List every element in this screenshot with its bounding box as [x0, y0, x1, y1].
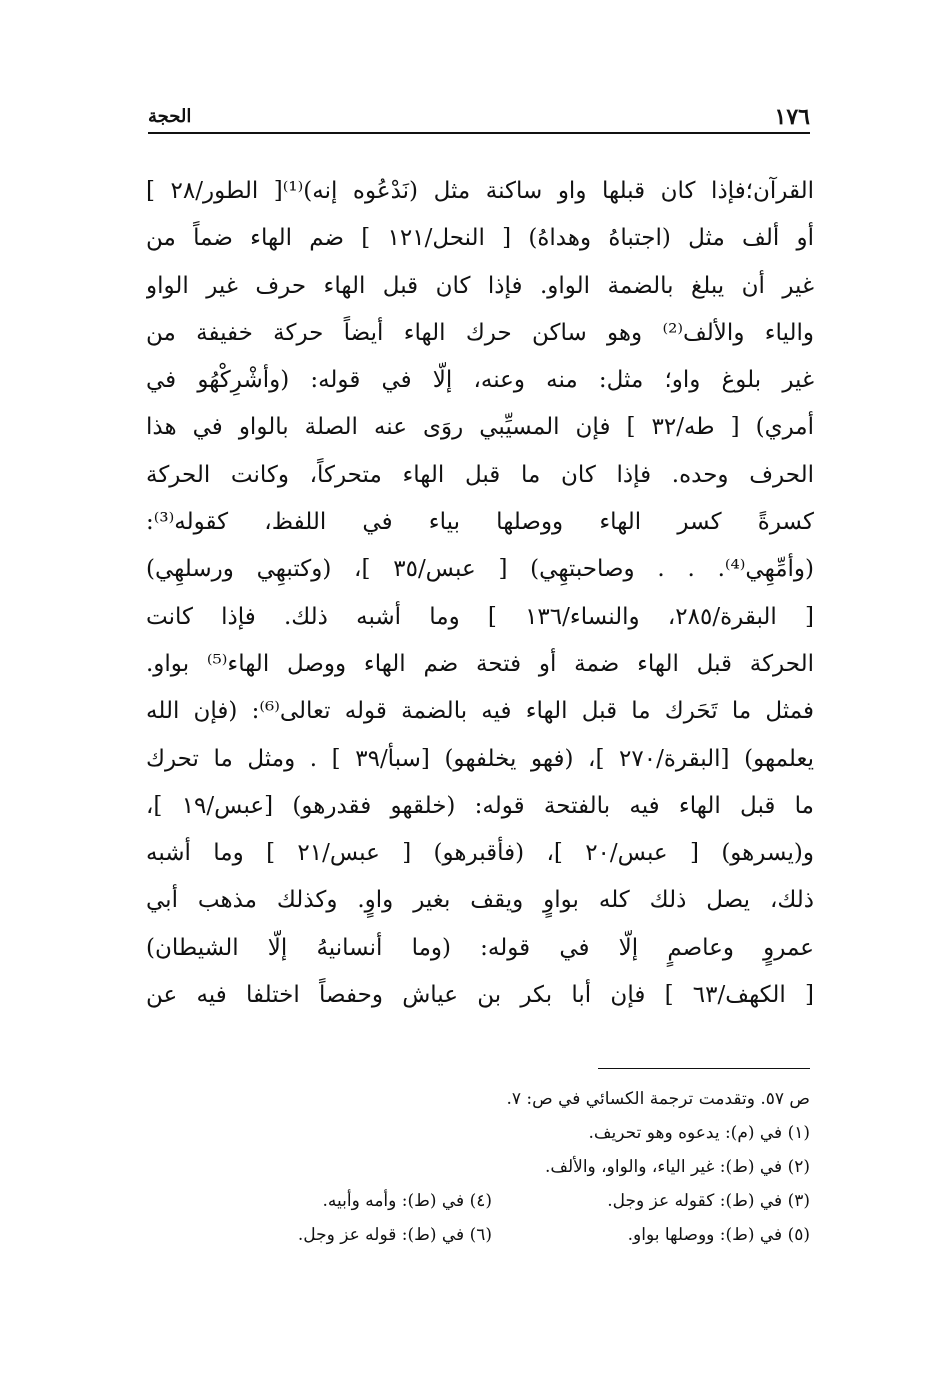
footnote-divider: [598, 1068, 810, 1069]
text-line: القرآن؛فإذا كان قبلها واو ساكنة مثل (نَدْعُوه إنه)⁽¹⁾[ الطور/٢٨ ]: [146, 178, 814, 204]
text-line: (وأمِّهِي⁽⁴⁾. . . وصاحبتهِي) [ عبس/٣٥ ]، (وكتبهِي ورسلهِي): [146, 556, 814, 583]
text-line: أو ألف مثل (اجتباهُ وهداهُ) [ النحل/١٢١ ] ضم الهاء ضماً من: [146, 225, 814, 252]
footnote-row: [150, 1218, 810, 1252]
text-line: عمروٍ وعاصمٍ إلّا في قوله: (وما أنسانيهُ إلّا الشيطان): [146, 934, 814, 961]
footnote-2: (٢) في (ط): غير الياء، والواو، والألف.: [544, 1157, 810, 1177]
text-line: ما قبل الهاء فيه بالفتحة قوله: (خلقهو فقدرهو) [عبس/١٩ ]،: [146, 792, 814, 819]
text-line: غير أن يبلغ بالضمة الواو. فإذا كان قبل الهاء حرف غير الواو: [146, 272, 814, 299]
page-number: ١٧٦: [774, 104, 810, 130]
footnote-row: [150, 1184, 810, 1218]
page-header: [148, 104, 810, 130]
text-line: و(يسرهو) [ عبس/٢٠ ]، (فأقبرهو) [ عبس/٢١ ] وما أشبه: [146, 840, 814, 867]
text-line: فمثل ما تَحَرك ما قبل الهاء فيه بالضمة قوله تعالى⁽⁶⁾: (فإن الله: [146, 698, 814, 725]
header-divider: [148, 132, 810, 134]
running-title: الحجة: [148, 106, 192, 127]
footnote-continuation: ص ٥٧. وتقدمت ترجمة الكسائي في ص: ٧.: [506, 1089, 810, 1109]
footnote-3: (٣) في (ط): كقوله عز وجل.: [607, 1191, 810, 1211]
footnote-5: (٥) في (ط): ووصلها بواو.: [627, 1225, 810, 1245]
text-line: كسرةً كسر الهاء ووصلها بياء في اللفظ، كقوله⁽³⁾:: [146, 509, 814, 536]
footnote-6: (٦) في (ط): قوله عز وجل.: [297, 1225, 492, 1245]
main-text: [146, 168, 814, 1019]
text-line: الحركة قبل الهاء ضمة أو فتحة ضم الهاء ووصل الهاء⁽⁵⁾ بواو.: [146, 650, 814, 677]
text-line: [ الكهف/٦٣ ] فإن أبا بكر بن عياش وحفصاً اختلفا فيه عن: [146, 982, 814, 1009]
text-line: [ البقرة/٢٨٥، والنساء/١٣٦ ] وما أشبه ذلك. فإذا كانت: [146, 603, 814, 630]
footnote-4: (٤) في (ط): وأمه وأبيه.: [322, 1191, 492, 1211]
text-line: ذلك، يصل ذلك كله بواوٍ ويقف بغير واوٍ. وكذلك مذهب أبي: [146, 887, 814, 914]
text-line: يعلمهو) [البقرة/٢٧٠ ]، (فهو يخلفهو) [سبأ/٣٩ ] . ومثل ما تحرك: [146, 745, 814, 772]
text-line: والياء والألف⁽²⁾ وهو ساكن حرك الهاء أيضاً حركة خفيفة من: [146, 319, 814, 346]
text-line: أمري) [ طه/٣٢ ] فإن المسيِّبي روَى عنه الصلة بالواو في هذا: [146, 414, 814, 441]
footnote-1: (١) في (م): يدعوه وهو تحريف.: [588, 1123, 810, 1143]
footnotes: [150, 1082, 810, 1252]
text-line: الحرف وحده. فإذا كان ما قبل الهاء متحركاً، وكانت الحركة: [146, 461, 814, 488]
text-line: غير بلوغ واو؛ مثل: منه وعنه، إلّا في قوله: (وأشْرِكْهُو في: [146, 367, 814, 394]
